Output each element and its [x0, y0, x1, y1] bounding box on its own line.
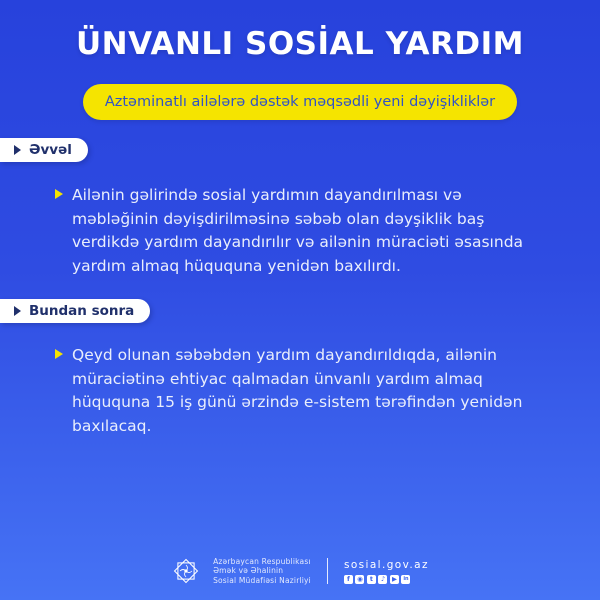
twitter-icon[interactable]: t [367, 575, 376, 584]
footer-divider [327, 558, 328, 584]
website-link[interactable]: sosial.gov.az [343, 558, 429, 571]
page-title: ÜNVANLI SOSİAL YARDIM [75, 26, 525, 62]
ministry-emblem-icon [171, 556, 201, 586]
footer [0, 556, 600, 586]
ministry-line-2: Əmək və Əhalinin [213, 566, 284, 576]
youtube-icon[interactable]: ▶ [391, 574, 397, 583]
triangle-icon [14, 306, 21, 316]
instagram-icon[interactable]: ◉ [357, 574, 363, 583]
bullet-triangle-icon [55, 349, 63, 359]
paragraph-after [55, 344, 547, 438]
subtitle-banner: Aztəminatlı ailələrə dəstək məqsədli yeni dəyişikliklər [83, 84, 517, 120]
tiktok-icon[interactable]: ♪ [378, 575, 387, 584]
footer-right [344, 559, 429, 584]
badge-before [0, 138, 88, 162]
paragraph-before-text: Ailənin gəlirində sosial yardımın dayandırılması və məbləğinin dəyişdirilməsinə səbəb olan dəyşiklik baş verdikdə yardım dayandırılır və ailənin müraciəti əsasında yardım almaq hüququna yenidən baxılırdı. [72, 186, 524, 275]
paragraph-after-text: Qeyd olunan səbəbdən yardım dayandırıldıqda, ailənin müraciətinə ehtiyac qalmadan ünvanlı yardım almaq hüququna 15 iş günü ərzində e-sistem tərəfindən yenidən baxılacaq. [72, 346, 523, 435]
ministry-line-3: Sosial Müdafiəsi Nazirliyi [213, 575, 311, 585]
paragraph-before [55, 184, 547, 278]
linkedin-icon[interactable]: in [403, 575, 409, 582]
triangle-icon [14, 145, 21, 155]
badge-before-label: Əvvəl [29, 142, 72, 158]
badge-after [0, 299, 150, 323]
ministry-line-1: Azərbaycan Respublikası [213, 556, 311, 566]
badge-after-label: Bundan sonra [29, 303, 135, 319]
ministry-name [213, 557, 311, 586]
bullet-triangle-icon [55, 189, 63, 199]
subtitle-banner-wrap [0, 84, 600, 120]
facebook-icon[interactable]: f [344, 575, 353, 584]
social-icons-row [344, 575, 429, 584]
